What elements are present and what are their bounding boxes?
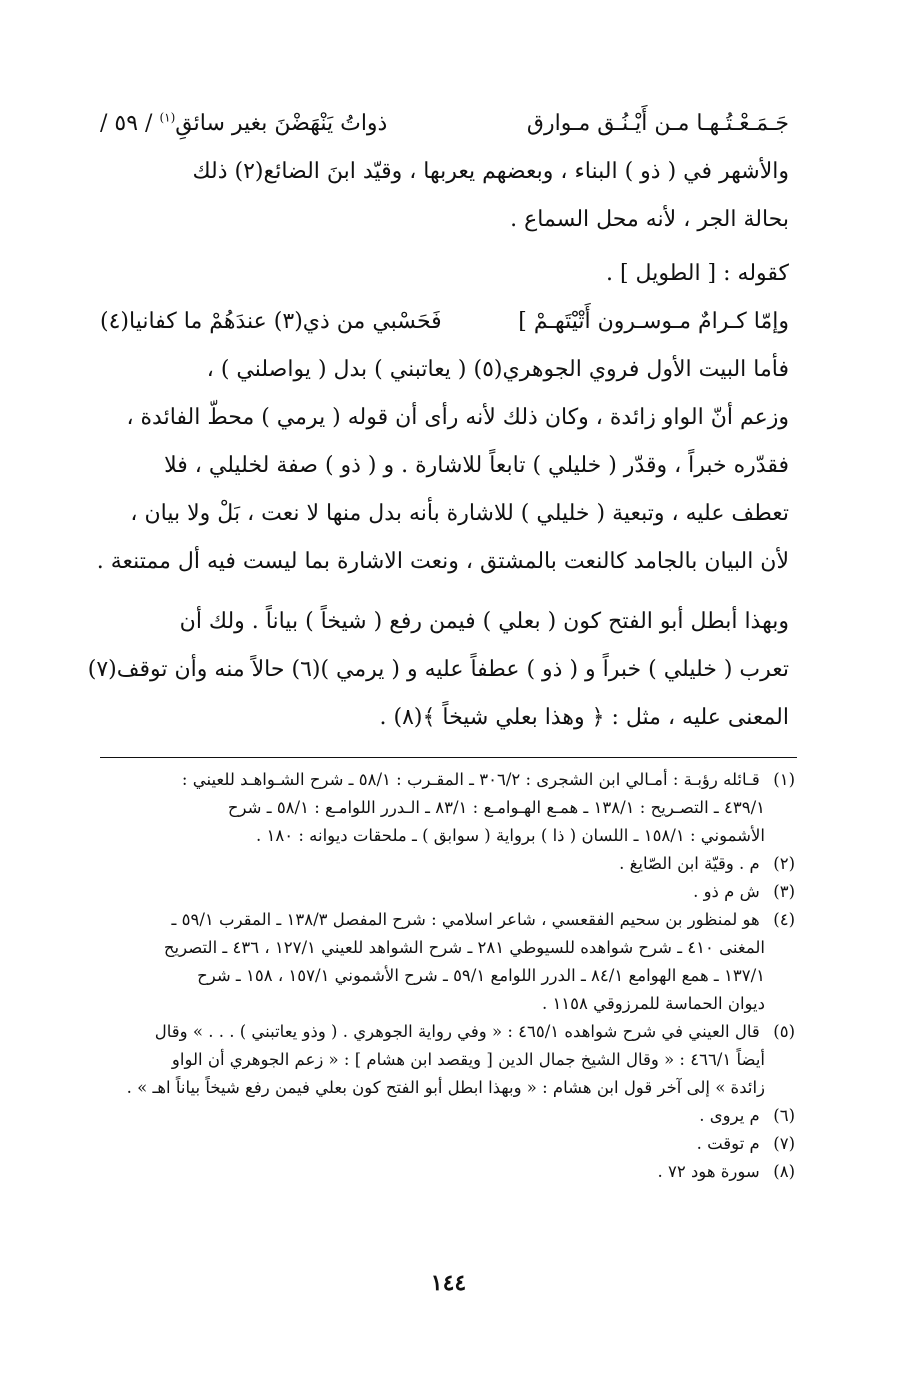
footnote-5-line-2: أيضاً ٤٦٦/١ : « وقال الشيخ جمال الدين [ ويقصد ابن هشام ] : « زعم الجوهري أن الواو <box>171 1050 765 1069</box>
footnote-5 <box>100 1018 795 1046</box>
footnote-number: (٢) <box>773 854 795 873</box>
verse-1-right-hemistich: جَـمَـعْـتُـهـا مـن أَيْـنُـق مـوارق <box>526 111 789 136</box>
footnote-4-line-4: ديوان الحماسة للمرزوقي ١١٥٨ . <box>541 994 765 1013</box>
footnote-number: (٧) <box>773 1134 795 1153</box>
paragraph-2-line-5: لأن البيان بالجامد كالنعت بالمشتق ، ونعت الاشارة بما ليست فيه أل ممتنعة . <box>96 549 789 574</box>
paragraph-3-line-2: تعرب ( خليلي ) خبراً و ( ذو ) عطفاً عليه و ( يرمي )(٦) حالاً منه وأن توقف(٧) <box>87 657 789 682</box>
paragraph-1-line-2: بحالة الجر ، لأنه محل السماع . <box>510 207 789 232</box>
footnote-2 <box>100 850 795 878</box>
footnote-text: م يروى . <box>699 1106 760 1125</box>
footnote-text: م . وقيّة ابن الصّايغ . <box>619 854 760 873</box>
footnote-8 <box>100 1158 795 1186</box>
footnote-1-line-2: ٤٣٩/١ ـ التصـريح : ١٣٨/١ ـ همـع الهـوامـع : ٨٣/١ ـ الـدرر اللوامـع : ٥٨/١ ـ شرح <box>227 798 765 817</box>
footnote-number: (٥) <box>773 1022 795 1041</box>
paragraph-2-line-3: فقدّره خبراً ، وقدّر ( خليلي ) تابعاً للاشارة . و ( ذو ) صفة لخليلي ، فلا <box>164 453 789 478</box>
footnote-divider <box>100 757 797 758</box>
footnote-text: قـائله رؤبـة : أمـالي ابن الشجرى : ٣٠٦/٢ ـ المقـرب : ٥٨/١ ـ شرح الشـواهـد للعيني : <box>181 770 760 789</box>
footnote-text: هو لمنظور بن سحيم الفقعسي ، شاعر اسلامي : شرح المفصل ١٣٨/٣ ـ المقرب ٥٩/١ ـ <box>171 910 760 929</box>
footnote-3 <box>100 878 795 906</box>
paragraph-2-line-1: فأما البيت الأول فروي الجوهري(٥) ( يعاتبني ) بدل ( يواصلني ) ، <box>206 357 789 382</box>
verse-1-left-hemistich: ذواتُ يَنْهَضْنَ بغير سائقِ <box>175 111 388 136</box>
footnote-4 <box>100 906 795 934</box>
footnote-number: (٨) <box>773 1162 795 1181</box>
footnotes <box>100 766 795 1186</box>
footnote-text: ش م ذو . <box>693 882 760 901</box>
footnote-4-line-3: ١٣٧/١ ـ همع الهوامع ٨٤/١ ـ الدرر اللوامع ٥٩/١ ـ شرح الأشموني ١٥٧/١ ، ١٥٨ ـ شرح <box>197 966 765 985</box>
page-marker: / ٥٩ / <box>100 111 153 136</box>
footnote-ref-1: (١) <box>159 110 176 125</box>
verse-2-right-hemistich: وإمّا كـرامٌ مـوسـرون أَتْيْتَهـمْ ] <box>518 309 789 334</box>
footnote-7 <box>100 1130 795 1158</box>
paragraph-3-line-3: المعنى عليه ، مثل : ﴿ وهذا بعلي شيخاً ﴾(٨) . <box>379 705 789 730</box>
footnote-1-line-3: الأشموني : ١٥٨/١ ـ اللسان ( ذا ) برواية ( سوابق ) ـ ملحقات ديوانه : ١٨٠ . <box>256 826 765 845</box>
footnote-number: (٦) <box>773 1106 795 1125</box>
paragraph-gap <box>100 586 789 598</box>
verse-2-left-hemistich: فَحَسْبي من ذي(٣) عندَهُمْ ما كفانيا(٤) <box>100 309 442 334</box>
footnote-1 <box>100 766 795 794</box>
main-text <box>87 100 789 742</box>
footnote-text: م توقت . <box>696 1134 760 1153</box>
verse-1 <box>100 100 789 148</box>
footnote-4-line-2: المغنى ٤١٠ ـ شرح شواهده للسيوطي ٢٨١ ـ شرح الشواهد للعيني ١٢٧/١ ، ٤٣٦ ـ التصريح <box>163 938 765 957</box>
verse-2 <box>100 298 789 346</box>
footnote-text: سورة هود ٧٢ . <box>657 1162 760 1181</box>
paragraph-2-line-4: تعطف عليه ، وتبعية ( خليلي ) للاشارة بأنه بدل منها لا نعت ، بَلْ ولا بيان ، <box>130 501 789 526</box>
page-number: ١٤٤ <box>430 1270 467 1296</box>
footnote-text: قال العيني في شرح شواهده ٤٦٥/١ : « وفي رواية الجوهري . ( وذو يعاتبني ) . . . » وقال <box>154 1022 760 1041</box>
footnote-6 <box>100 1102 795 1130</box>
footnote-number: (١) <box>773 770 795 789</box>
citation-heading: كقوله : [ الطويل ] . <box>605 261 789 286</box>
verse-1-left-hemistich-group <box>100 100 387 148</box>
footnote-number: (٤) <box>773 910 795 929</box>
paragraph-3-line-1: وبهذا أبطل أبو الفتح كون ( بعلي ) فيمن رفع ( شيخاً ) بياناً . ولك أن <box>179 609 789 634</box>
paragraph-2-line-2: وزعم أنّ الواو زائدة ، وكان ذلك لأنه رأى أن قوله ( يرمي ) محطّ الفائدة ، <box>126 405 789 430</box>
footnote-5-line-3: زائدة » إلى آخر قول ابن هشام : « وبهذا ابطل أبو الفتح كون بعلي فيمن رفع شيخاً بياناً اهـ » . <box>126 1078 765 1097</box>
paragraph-1-line-1: والأشهر في ( ذو ) البناء ، وبعضهم يعربها ، وقيّد ابنَ الضائع(٢) ذلك <box>192 159 789 184</box>
footnote-number: (٣) <box>773 882 795 901</box>
